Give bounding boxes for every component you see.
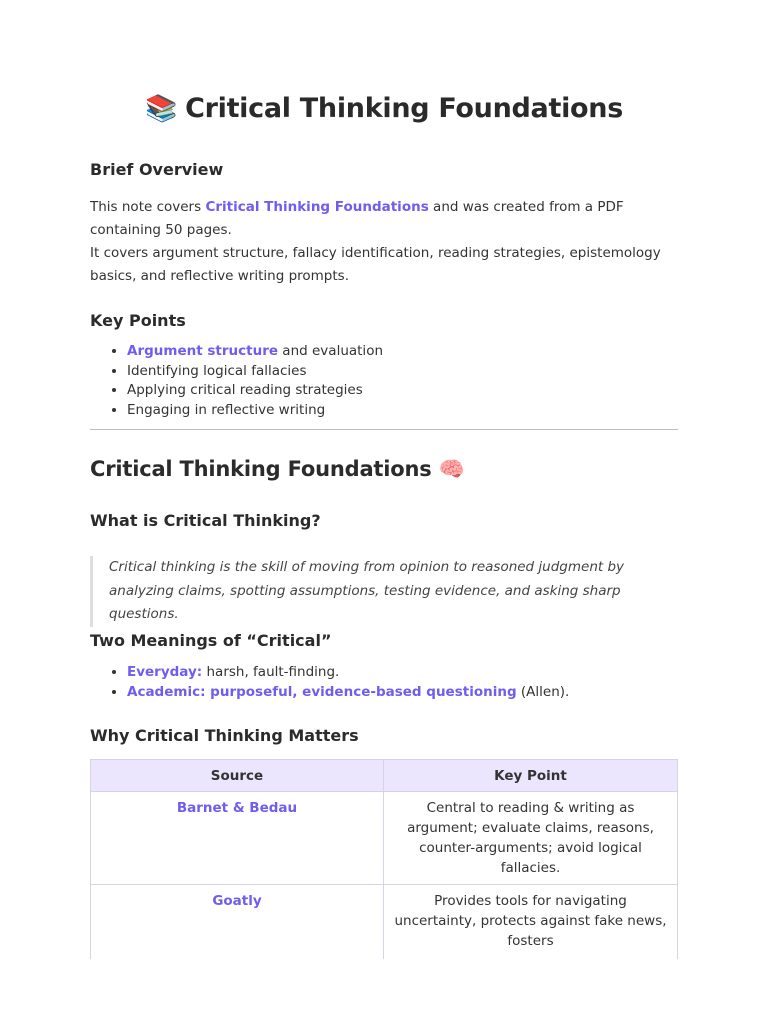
table-header-row xyxy=(91,760,678,792)
argument-structure-link[interactable]: Argument structure xyxy=(127,343,279,359)
divider xyxy=(90,429,678,430)
key-point-cell: Central to reading & writing as argument; evaluate claims, reasons, counter-arguments; avoid logical fallacies. xyxy=(384,792,678,885)
overview-paragraph xyxy=(90,196,678,288)
column-header-key-point: Key Point xyxy=(384,760,678,792)
why-heading: Why Critical Thinking Matters xyxy=(90,726,359,745)
overview-prefix: This note covers xyxy=(90,199,206,215)
source-link[interactable]: Barnet & Bedau xyxy=(176,800,298,816)
overview-suffix: and was created from a PDF containing 50 pages. xyxy=(90,199,624,238)
sources-table xyxy=(90,759,678,959)
list-item: • Applying critical reading strategies xyxy=(127,381,383,401)
source-link[interactable]: Goatly xyxy=(212,893,262,909)
key-point-cell: Provides tools for navigating uncertainty, protects against fake news, fosters xyxy=(384,885,678,960)
brain-icon: 🧠 xyxy=(438,457,465,481)
table-row xyxy=(91,792,678,885)
meanings-heading: Two Meanings of “Critical” xyxy=(90,631,332,650)
table-row xyxy=(91,885,678,960)
overview-line2: It covers argument structure, fallacy identification, reading strategies, epistemology basics, and reflective writing prompts. xyxy=(90,245,661,284)
everyday-link[interactable]: Everyday: xyxy=(127,664,203,680)
page-title-text: Critical Thinking Foundations xyxy=(185,93,623,124)
section-heading-text: Critical Thinking Foundations xyxy=(90,457,432,481)
list-item-text: and evaluation xyxy=(278,343,384,359)
list-item: • Identifying logical fallacies xyxy=(127,362,383,382)
list-item-text: (Allen). xyxy=(516,683,570,700)
list-item xyxy=(127,663,569,683)
academic-link[interactable]: Academic: purposeful, evidence-based questioning xyxy=(127,683,517,700)
overview-heading: Brief Overview xyxy=(90,160,224,179)
key-points-heading: Key Points xyxy=(90,311,186,330)
page-title xyxy=(90,93,678,124)
books-icon: 📚 xyxy=(145,94,178,124)
overview-link[interactable]: Critical Thinking Foundations xyxy=(205,199,429,215)
list-item xyxy=(127,683,569,703)
key-points-list xyxy=(90,342,383,421)
list-item-text: harsh, fault-finding. xyxy=(202,664,340,680)
what-heading: What is Critical Thinking? xyxy=(90,511,321,530)
section-heading xyxy=(90,457,465,482)
list-item: • Engaging in reflective writing xyxy=(127,401,383,421)
source-cell xyxy=(91,885,384,960)
column-header-source: Source xyxy=(91,760,384,792)
definition-quote: Critical thinking is the skill of moving from opinion to reasoned judgment by analyzing claims, spotting assumptions, testing evidence, and asking sharp questions. xyxy=(90,556,678,627)
list-item xyxy=(127,342,383,362)
source-cell xyxy=(91,792,384,885)
meanings-list xyxy=(90,663,569,702)
